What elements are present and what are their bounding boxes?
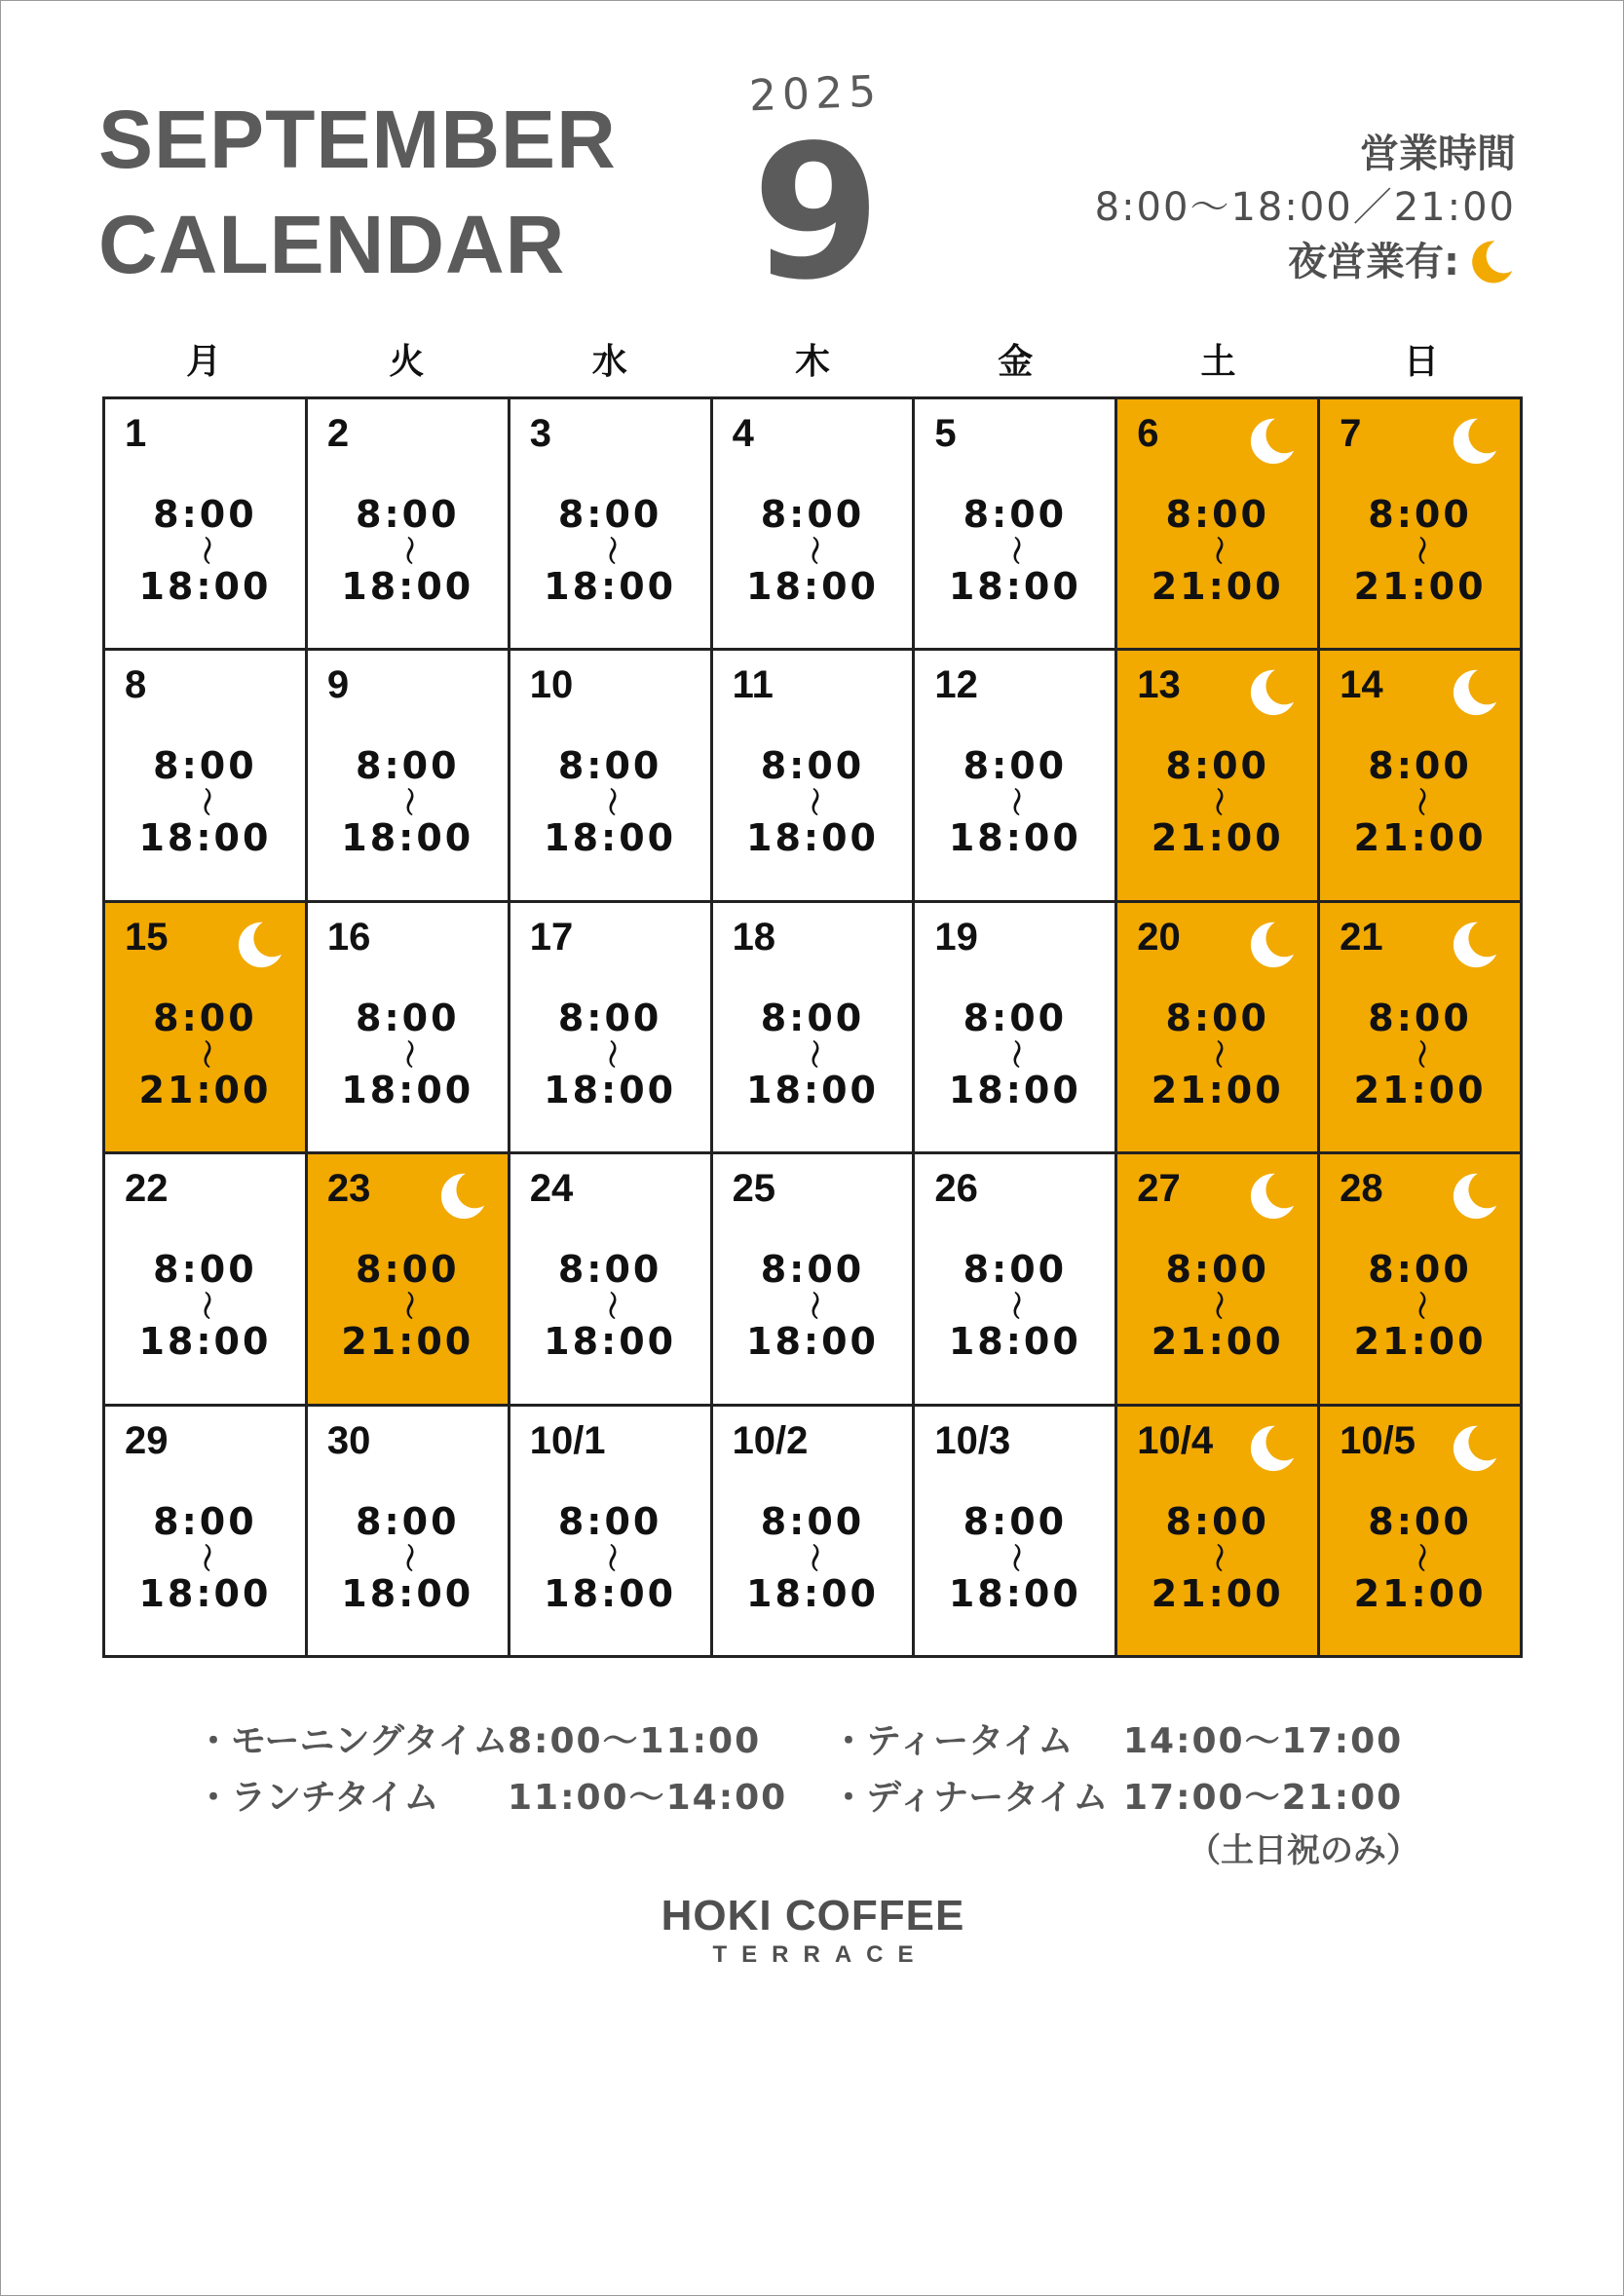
time-separator: 〜 [795,1038,830,1069]
close-time: 18:00 [341,816,474,860]
close-time: 21:00 [1151,1068,1284,1111]
business-hours [1095,128,1516,289]
open-time: 8:00 [963,493,1068,536]
crescent-moon-icon [1444,917,1500,973]
close-time: 21:00 [1353,1068,1487,1111]
time-separator: 〜 [593,1542,628,1572]
open-time: 8:00 [760,996,865,1039]
day-hours [915,744,1114,860]
calendar-day-cell [915,903,1117,1154]
time-separator: 〜 [1200,787,1235,817]
close-time: 18:00 [138,816,272,860]
day-number: 24 [529,1167,574,1211]
close-time: 18:00 [544,565,677,608]
day-hours [1320,1248,1520,1364]
close-time: 18:00 [746,1320,879,1364]
day-hours [1117,998,1317,1110]
weekday-fri: 金 [998,342,1034,382]
day-number: 2 [326,412,350,455]
close-time: 18:00 [746,1571,879,1615]
day-hours [105,998,305,1110]
weekday-header [102,338,1523,387]
day-hours [915,495,1114,606]
day-number: 28 [1340,1167,1383,1211]
time-separator: 〜 [998,787,1033,817]
calendar-day-cell [1320,1407,1523,1658]
time-separator: 〜 [1403,1038,1438,1069]
calendar-day-cell [105,903,308,1154]
time-separator: 〜 [593,1038,628,1069]
calendar-day-cell [1117,1407,1320,1658]
open-time: 8:00 [557,1499,662,1543]
night-legend [1095,235,1516,289]
morning-label: ・モーニングタイム [196,1721,509,1761]
close-time: 21:00 [1151,565,1284,608]
calendar-day-cell [308,1407,510,1658]
day-number: 30 [326,1418,371,1462]
open-time: 8:00 [1368,1499,1472,1543]
time-separator: 〜 [391,535,426,565]
close-time: 18:00 [138,565,272,608]
time-separator: 〜 [998,1291,1033,1321]
calendar-day-cell [1117,1154,1320,1406]
calendar-day-cell [510,399,713,651]
day-number: 6 [1137,412,1159,455]
day-number: 10/3 [934,1418,1011,1462]
time-separator: 〜 [998,535,1033,565]
open-time: 8:00 [1165,744,1269,788]
calendar-day-cell [1117,399,1320,651]
time-separator: 〜 [188,1038,223,1069]
day-number: 18 [732,915,776,959]
weekday-sun: 日 [1403,342,1439,382]
close-time: 18:00 [948,565,1081,608]
day-number: 10 [529,663,574,707]
calendar-day-cell [105,399,308,651]
day-number: 21 [1340,915,1383,959]
time-separator: 〜 [1200,1542,1235,1572]
dinner-note: （土日祝のみ） [1188,1831,1419,1870]
open-time: 8:00 [153,493,257,536]
time-separator: 〜 [998,1542,1033,1572]
business-hours-range: 8:00〜18:00／21:00 [1094,185,1516,230]
open-time: 8:00 [963,996,1068,1039]
time-separator: 〜 [795,787,830,817]
open-time: 8:00 [153,996,257,1039]
day-hours [915,1499,1114,1615]
lunch-label: ・ランチタイム [196,1778,439,1818]
time-separator: 〜 [1403,1542,1438,1572]
calendar-day-cell [308,399,510,651]
crescent-moon-icon [1241,917,1298,973]
day-hours [1320,998,1520,1110]
time-separator: 〜 [593,1291,628,1321]
day-number: 10/1 [529,1418,606,1462]
menu-row [196,1713,1462,1770]
open-time: 8:00 [1368,493,1472,536]
day-number: 15 [125,915,169,959]
day-hours [105,1499,305,1615]
dinner-label: ・ディナータイム [831,1778,1109,1818]
day-number: 7 [1340,412,1362,455]
day-hours [1320,744,1520,860]
time-separator: 〜 [188,1542,223,1572]
day-hours [915,1248,1114,1364]
crescent-moon-icon [1444,413,1500,470]
calendar-day-cell [713,903,916,1154]
day-hours [713,1248,913,1364]
open-time: 8:00 [760,1248,865,1292]
crescent-moon-icon [1444,664,1500,721]
day-hours [915,998,1114,1110]
calendar-day-cell [713,651,916,902]
day-hours [510,744,710,860]
close-time: 18:00 [948,1320,1081,1364]
calendar-day-cell [1320,903,1523,1154]
calendar-day-cell [1320,1154,1523,1406]
calendar-day-cell [915,399,1117,651]
close-time: 18:00 [341,1068,474,1111]
time-separator: 〜 [795,535,830,565]
day-hours [1117,1499,1317,1615]
day-hours [105,495,305,606]
open-time: 8:00 [760,744,865,788]
day-hours [308,998,508,1110]
time-separator: 〜 [188,536,223,565]
time-separator: 〜 [1403,1291,1438,1321]
crescent-moon-icon [1241,413,1298,470]
brand-name: HOKI COFFEE [661,1892,965,1939]
tea-time: 14:00〜17:00 [1123,1721,1404,1761]
day-number: 1 [125,412,147,455]
calendar-day-cell [915,651,1117,902]
brand-logo [1,1891,1624,1969]
crescent-moon-icon [1241,664,1298,721]
day-hours [510,1248,710,1364]
crescent-moon-icon [1444,1420,1500,1477]
weekday-thu: 木 [794,342,830,382]
close-time: 18:00 [746,816,879,860]
day-number: 3 [529,412,551,455]
day-hours [1320,1499,1520,1615]
day-number: 11 [732,663,774,707]
time-separator: 〜 [188,787,223,817]
brand-subtitle: TERRACE [712,1941,928,1968]
open-time: 8:00 [1165,996,1269,1039]
open-time: 8:00 [153,1248,257,1292]
day-number: 13 [1137,663,1181,707]
open-time: 8:00 [356,744,460,788]
day-number: 10/2 [732,1418,809,1462]
calendar-day-cell [105,1407,308,1658]
close-time: 21:00 [341,1320,474,1364]
calendar-day-cell [510,903,713,1154]
day-number: 8 [125,663,147,707]
calendar-day-cell [1320,651,1523,902]
open-time: 8:00 [153,1499,257,1543]
time-separator: 〜 [391,787,426,817]
close-time: 21:00 [1353,1571,1487,1615]
day-hours [1117,1248,1317,1364]
day-hours [1117,744,1317,860]
calendar-grid [102,396,1523,1658]
open-time: 8:00 [557,1248,662,1292]
year-label: 2025 [748,66,883,122]
day-hours [308,744,508,860]
close-time: 18:00 [948,1571,1081,1615]
day-number: 12 [934,663,978,707]
open-time: 8:00 [1368,996,1472,1039]
tea-label: ・ティータイム [831,1721,1074,1761]
calendar-day-cell [510,1407,713,1658]
day-hours [308,1499,508,1615]
close-time: 18:00 [341,565,474,608]
day-number: 5 [934,412,957,455]
open-time: 8:00 [1165,1499,1269,1543]
close-time: 18:00 [544,1320,677,1364]
calendar-day-cell [915,1154,1117,1406]
title-line-month: SEPTEMBER [98,94,617,185]
day-hours [510,1499,710,1615]
close-time: 21:00 [1353,1320,1487,1364]
time-separator: 〜 [1200,1291,1235,1321]
calendar-day-cell [308,651,510,902]
open-time: 8:00 [153,744,257,788]
night-legend-label: 夜営業有: [1288,240,1459,284]
time-separator: 〜 [1403,787,1438,817]
open-time: 8:00 [557,996,662,1039]
calendar-day-cell [105,651,308,902]
day-number: 19 [934,915,978,959]
time-separator: 〜 [1200,535,1235,565]
calendar-day-cell [1117,903,1320,1154]
weekday-mon: 月 [186,342,222,382]
crescent-moon-icon [1463,236,1516,288]
business-hours-label: 営業時間 [1360,132,1516,176]
day-hours [713,1499,913,1615]
close-time: 21:00 [1151,816,1284,860]
day-hours [713,495,913,606]
day-number: 26 [934,1167,978,1211]
day-number: 9 [326,663,350,707]
crescent-moon-icon [1444,1168,1500,1224]
open-time: 8:00 [1165,493,1269,536]
open-time: 8:00 [1368,1248,1472,1292]
crescent-moon-icon [1241,1168,1298,1224]
time-separator: 〜 [795,1291,830,1321]
close-time: 18:00 [544,1571,677,1615]
calendar-day-cell [105,1154,308,1406]
time-separator: 〜 [593,787,628,817]
day-hours [510,495,710,606]
calendar-day-cell [308,903,510,1154]
day-hours [510,998,710,1110]
close-time: 18:00 [746,1068,879,1111]
close-time: 18:00 [948,816,1081,860]
open-time: 8:00 [760,493,865,536]
calendar-day-cell [915,1407,1117,1658]
time-separator: 〜 [391,1038,426,1069]
day-hours [105,744,305,860]
day-number: 27 [1137,1167,1181,1211]
weekday-tue: 火 [389,342,425,382]
time-separator: 〜 [188,1291,223,1321]
close-time: 18:00 [138,1320,272,1364]
day-number: 10/4 [1137,1418,1214,1462]
close-time: 21:00 [1151,1320,1284,1364]
month-number: 9 [751,105,882,320]
close-time: 21:00 [138,1068,272,1111]
open-time: 8:00 [356,493,460,536]
close-time: 18:00 [746,565,879,608]
open-time: 8:00 [356,1248,460,1292]
lunch-time: 11:00〜14:00 [508,1778,788,1818]
time-separator: 〜 [998,1038,1033,1069]
time-separator: 〜 [391,1542,426,1572]
crescent-moon-icon [432,1168,488,1224]
calendar-day-cell [713,399,916,651]
open-time: 8:00 [760,1499,865,1543]
day-hours [1320,495,1520,606]
time-separator: 〜 [391,1291,426,1321]
open-time: 8:00 [1368,744,1472,788]
close-time: 18:00 [138,1571,272,1615]
day-number: 16 [326,915,371,959]
open-time: 8:00 [1165,1248,1269,1292]
weekday-sat: 土 [1200,342,1236,382]
open-time: 8:00 [557,744,662,788]
morning-time: 8:00〜11:00 [508,1721,762,1761]
day-number: 22 [125,1167,169,1211]
time-separator: 〜 [1403,535,1438,565]
day-hours [713,998,913,1110]
weekday-wed: 水 [591,342,627,382]
day-hours [713,744,913,860]
open-time: 8:00 [963,1248,1068,1292]
close-time: 21:00 [1353,565,1487,608]
crescent-moon-icon [229,917,285,973]
title-line-calendar: CALENDAR [98,199,566,290]
open-time: 8:00 [963,744,1068,788]
day-number: 10/5 [1340,1418,1416,1462]
open-time: 8:00 [356,996,460,1039]
time-menu [196,1713,1462,1870]
day-hours [1117,495,1317,606]
day-number: 17 [529,915,574,959]
close-time: 18:00 [341,1571,474,1615]
day-hours [308,1248,508,1364]
day-hours [105,1248,305,1364]
dinner-time: 17:00〜21:00 [1123,1778,1404,1818]
day-number: 4 [732,412,754,455]
calendar-day-cell [510,1154,713,1406]
close-time: 21:00 [1353,816,1487,860]
day-number: 29 [125,1418,169,1462]
day-number: 25 [732,1167,776,1211]
menu-row [196,1770,1462,1826]
calendar-day-cell [713,1154,916,1406]
calendar-day-cell [510,651,713,902]
day-number: 14 [1340,663,1383,707]
calendar-day-cell [308,1154,510,1406]
day-number: 23 [326,1167,371,1211]
day-hours [308,495,508,606]
calendar-day-cell [1117,651,1320,902]
open-time: 8:00 [356,1499,460,1543]
close-time: 18:00 [948,1068,1081,1111]
close-time: 21:00 [1151,1571,1284,1615]
close-time: 18:00 [544,816,677,860]
time-separator: 〜 [593,535,628,565]
calendar-title [98,87,617,297]
calendar-day-cell [1320,399,1523,651]
crescent-moon-icon [1241,1420,1298,1477]
time-separator: 〜 [1200,1038,1235,1069]
calendar-day-cell [713,1407,916,1658]
open-time: 8:00 [963,1499,1068,1543]
close-time: 18:00 [544,1068,677,1111]
open-time: 8:00 [557,493,662,536]
day-number: 20 [1137,915,1181,959]
time-separator: 〜 [795,1542,830,1572]
